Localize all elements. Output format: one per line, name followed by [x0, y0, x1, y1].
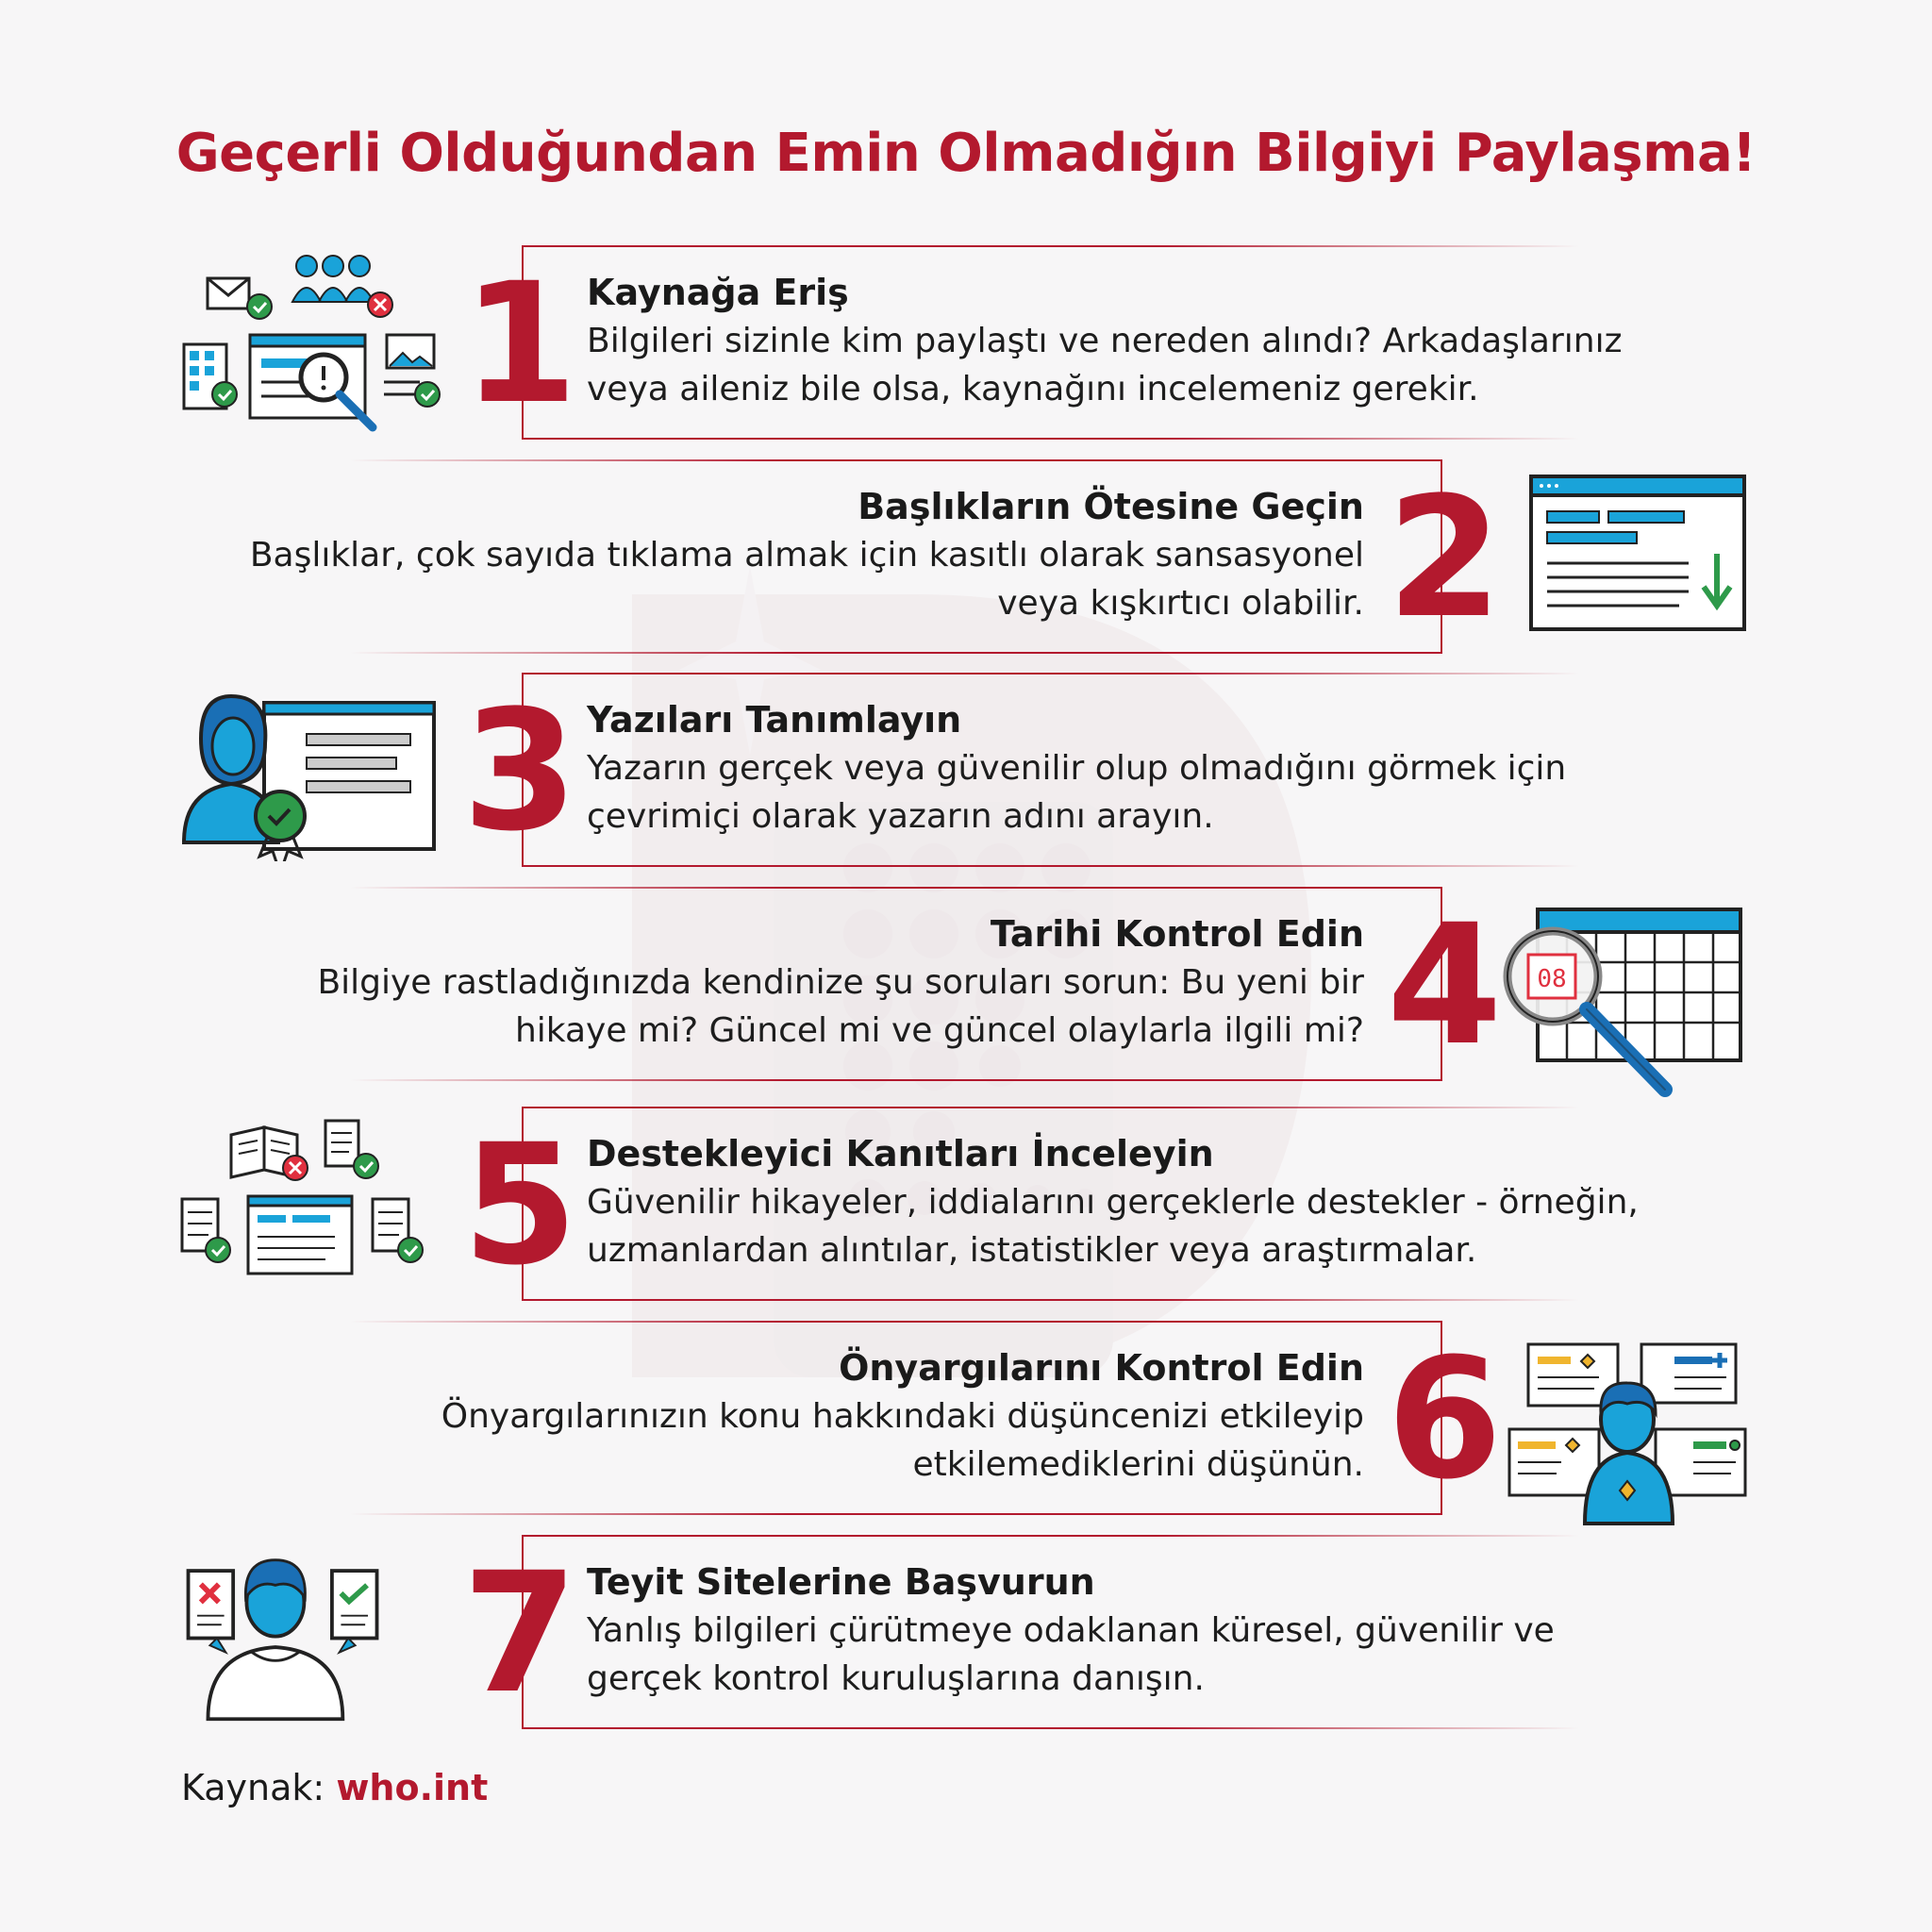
source-link[interactable]: who.int	[336, 1767, 489, 1808]
step-heading: Destekleyici Kanıtları İnceleyin	[587, 1133, 1214, 1174]
step-text-line: Bilgileri sizinle kim paylaştı ve nereden alındı? Arkadaşlarınız	[587, 322, 1623, 360]
step-heading: Kaynağa Eriş	[587, 272, 849, 313]
step-text-line: gerçek kontrol kuruluşlarına danışın.	[587, 1659, 1205, 1698]
step-6	[0, 1321, 1932, 1519]
source-search-icon	[175, 245, 448, 434]
bias-thinking-icon	[1505, 1340, 1750, 1528]
step-text-line: Başlıklar, çok sayıda tıklama almak için kasıtlı olarak sansasyonel	[249, 536, 1364, 575]
step-5	[0, 1107, 1932, 1305]
step-text-line: Güvenilir hikayeler, iddialarını gerçeklerle destekler - örneğin,	[587, 1183, 1639, 1222]
step-text-line: çevrimiçi olarak yazarın adını arayın.	[587, 797, 1214, 836]
step-text-line: veya kışkırtıcı olabilir.	[997, 584, 1364, 623]
step-text-line: Önyargılarınızın konu hakkındaki düşüncenizi etkileyip	[441, 1397, 1364, 1436]
step-text-line: uzmanlardan alıntılar, istatistikler veya araştırmalar.	[587, 1231, 1477, 1270]
step-heading: Tarihi Kontrol Edin	[990, 913, 1364, 955]
fact-check-person-icon	[175, 1535, 448, 1724]
step-number: 1	[462, 247, 578, 441]
calendar-magnifier-icon	[1500, 896, 1755, 1104]
step-heading: Teyit Sitelerine Başvurun	[587, 1561, 1095, 1603]
step-3	[0, 673, 1932, 871]
step-text-line: Yanlış bilgileri çürütmeye odaklanan küresel, güvenilir ve	[587, 1611, 1555, 1650]
step-text-line: veya aileniz bile olsa, kaynağını incelemeniz gerekir.	[587, 370, 1479, 408]
headline-page-icon	[1528, 474, 1747, 634]
step-heading: Önyargılarını Kontrol Edin	[839, 1347, 1364, 1389]
step-number: 4	[1387, 889, 1503, 1082]
step-number: 5	[462, 1108, 578, 1302]
step-1	[0, 245, 1932, 443]
evidence-documents-icon	[175, 1107, 448, 1295]
step-number: 6	[1387, 1323, 1503, 1516]
source-credit	[181, 1767, 488, 1808]
step-number: 7	[462, 1537, 578, 1730]
source-label: Kaynak:	[181, 1767, 325, 1808]
step-4	[0, 887, 1932, 1085]
step-text-line: hikaye mi? Güncel mi ve güncel olaylarla ilgili mi?	[514, 1011, 1364, 1050]
step-heading: Yazıları Tanımlayın	[587, 699, 962, 741]
step-7	[0, 1535, 1932, 1733]
step-text-line: etkilemediklerini düşünün.	[912, 1445, 1364, 1484]
step-number: 2	[1387, 461, 1503, 655]
step-text-line: Bilgiye rastladığınızda kendinize şu soruları sorun: Bu yeni bir	[317, 963, 1364, 1002]
step-heading: Başlıkların Ötesine Geçin	[858, 486, 1364, 527]
step-2	[0, 459, 1932, 658]
step-number: 3	[462, 675, 578, 868]
page-title: Geçerli Olduğundan Emin Olmadığın Bilgiyi Paylaşma!	[175, 123, 1757, 184]
step-text-line: Yazarın gerçek veya güvenilir olup olmadığını görmek için	[587, 749, 1567, 788]
author-profile-icon	[175, 673, 448, 861]
calendar-date: 08	[1537, 965, 1567, 993]
